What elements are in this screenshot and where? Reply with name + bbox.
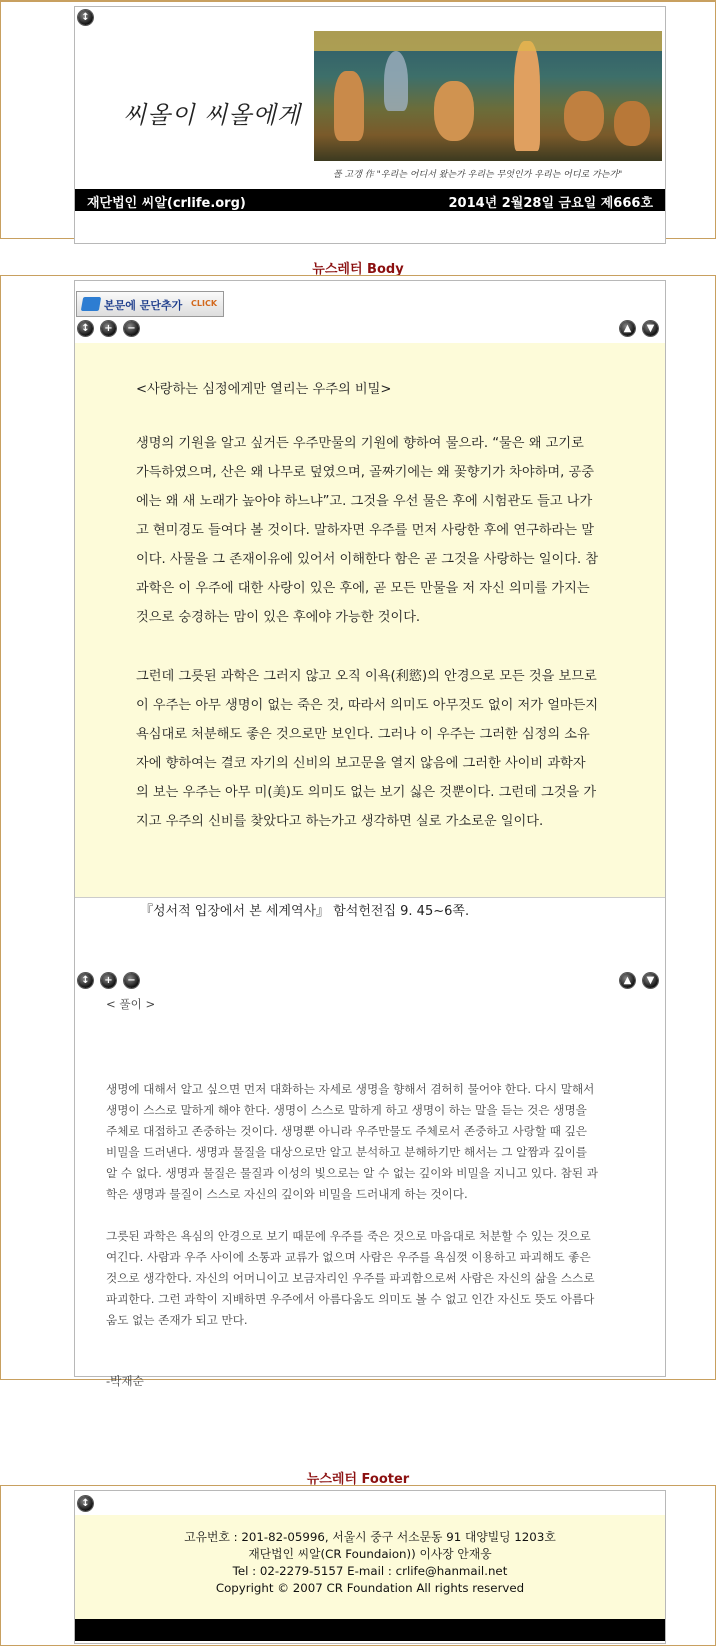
- painting-caption: 폴 고갱 作 "우리는 어디서 왔는가 우리는 무엇인가 우리는 어디로 가는가": [333, 170, 623, 180]
- quote-line: 에는 왜 새 노래가 높아야 하느냐”고. 그것을 우선 물은 후에 시험관도 들고 나가: [136, 494, 593, 509]
- author: -박재순: [106, 1374, 144, 1388]
- explain-line: 움도 없는 존재가 되고 만다.: [106, 1313, 248, 1327]
- block1-down-icon[interactable]: ▼: [643, 321, 658, 336]
- block2-move-icon[interactable]: ↕: [78, 973, 93, 988]
- org-name: 재단법인 씨알(crlife.org): [87, 196, 246, 211]
- explain-line: 여긴다. 사람과 우주 사이에 소통과 교류가 없으며 사람은 우주를 욕심껏 이용하고 파괴해도 좋은: [106, 1250, 591, 1264]
- logo-text: 씨올이 씨올에게: [123, 101, 301, 129]
- explain-title: < 풀이 >: [106, 997, 156, 1011]
- block1-move-icon[interactable]: ↕: [78, 321, 93, 336]
- explain-paragraph-2: [106, 1226, 640, 1331]
- block2-up-icon[interactable]: ▲: [620, 973, 635, 988]
- block1-up-icon[interactable]: ▲: [620, 321, 635, 336]
- quote-line: 그런데 그릇된 과학은 그러지 않고 오직 이욕(利慾)의 안경으로 모든 것을 보므로: [136, 669, 597, 684]
- header-panel: [74, 6, 666, 244]
- quote-line: 이다. 사물을 그 존재이유에 있어서 이해한다 함은 곧 그것을 사랑하는 일이다. 참: [136, 552, 599, 567]
- quote-line: 것으로 숭경하는 맘이 있은 후에야 가능한 것이다.: [136, 610, 421, 625]
- add-paragraph-button[interactable]: [76, 291, 224, 317]
- quote-paragraph-1: [136, 429, 606, 632]
- quote-source: 『성서적 입장에서 본 세계역사』 함석헌전집 9. 45~6쪽.: [140, 904, 470, 919]
- folder-icon: [81, 297, 101, 311]
- body-section-title: 뉴스레터 Body: [312, 262, 404, 277]
- quote-line: 과학은 이 우주에 대한 사랑이 있은 후에, 곧 모든 만물을 저 자신 의미를 가지는: [136, 581, 590, 596]
- quote-line: 이 우주는 아무 생명이 없는 죽은 것, 따라서 의미도 아무것도 없이 저가 얼마든지: [136, 698, 599, 713]
- issue-date: 2014년 2월28일 금요일 제666호: [448, 196, 653, 211]
- quote-line: 자에 향하여는 결코 자기의 신비의 보고문을 열지 않음에 그러한 사이비 과학자: [136, 756, 586, 771]
- quote-line: 의 보는 우주는 아무 미(美)도 의미도 없는 보기 싫은 것뿐이다. 그런데 그것을 가: [136, 785, 597, 800]
- block1-add-icon[interactable]: +: [101, 321, 116, 336]
- quote-line: 생명의 기원을 알고 싶거든 우주만물의 기원에 향하여 물으라. “물은 왜 고기로: [136, 436, 584, 451]
- quote-line: 욕심대로 처분해도 좋은 것으로만 보인다. 그러나 이 우주는 그러한 심정의 소유: [136, 727, 590, 742]
- footer-line: 고유번호 : 201-82-05996, 서울시 중구 서소문동 91 대양빌딩 1203호: [184, 1530, 556, 1544]
- footer-info-text: [75, 1529, 665, 1597]
- add-paragraph-label: 본문에 문단추가: [104, 299, 183, 312]
- footer-line: 재단법인 씨알(CR Foundaion)) 이사장 안재웅: [248, 1547, 492, 1561]
- quote-paragraph-2: [136, 662, 606, 836]
- quote-line: 지고 우주의 신비를 찾았다고 하는가고 생각하면 실로 가소로운 일이다.: [136, 814, 544, 829]
- explain-paragraph-1: [106, 1079, 640, 1205]
- footer-line: Copyright © 2007 CR Foundation All rights reserved: [215, 1581, 525, 1595]
- click-label: CLICK: [191, 299, 218, 308]
- footer-line: Tel : 02-2279-5157 E-mail : crlife@hanmail.net: [232, 1564, 508, 1578]
- explain-line: 파괴한다. 그런 과학이 지배하면 우주에서 아름다움도 의미도 볼 수 없고 인간 자신도 뜻도 아름다: [106, 1292, 595, 1306]
- explain-line: 주체로 대접하고 존중하는 것이다. 생명뿐 아니라 우주만물도 주체로서 존중하고 사랑할 때 깊은: [106, 1124, 588, 1138]
- footer-panel: [74, 1490, 666, 1644]
- quote-line: 고 현미경도 들여다 볼 것이다. 말하자면 우주를 먼저 사랑한 후에 연구하라는 말: [136, 523, 594, 538]
- quote-title: <사랑하는 심정에게만 열리는 우주의 비밀>: [136, 382, 392, 397]
- explain-line: 생명에 대해서 알고 싶으면 먼저 대화하는 자세로 생명을 향해서 겸허히 물어야 한다. 다시 말해서: [106, 1082, 595, 1096]
- explain-line: 그릇된 과학은 욕심의 안경으로 보기 때문에 우주를 죽은 것으로 마음대로 처분할 수 있는 것으로: [106, 1229, 591, 1243]
- block2-add-icon[interactable]: +: [101, 973, 116, 988]
- footer-black-bar: [75, 1619, 665, 1641]
- block2-down-icon[interactable]: ▼: [643, 973, 658, 988]
- explain-line: 비밀을 드러낸다. 생명과 물질을 대상으로만 알고 분석하고 분해하기만 해서는 그 알짬과 깊이를: [106, 1145, 588, 1159]
- explain-line: 알 수 없다. 생명과 물질은 물질과 이성의 빛으로는 알 수 없는 깊이와 비밀을 지니고 있다. 참된 과: [106, 1166, 598, 1180]
- quote-line: 가득하였으며, 산은 왜 나무로 덮였으며, 골짜기에는 왜 꽃향기가 차야하며, 공중: [136, 465, 594, 480]
- block2-remove-icon[interactable]: −: [124, 973, 139, 988]
- header-move-icon[interactable]: ↕: [78, 10, 93, 25]
- header-painting: [314, 31, 662, 161]
- header-info-bar: [75, 189, 665, 211]
- explain-line: 생명이 스스로 말하게 해야 한다. 생명이 스스로 말하게 하고 생명이 하는 말을 듣는 것은 생명을: [106, 1103, 587, 1117]
- footer-move-icon[interactable]: ↕: [78, 1496, 93, 1511]
- block1-remove-icon[interactable]: −: [124, 321, 139, 336]
- explain-line: 학은 생명과 물질이 스스로 자신의 깊이와 비밀을 드러내게 하는 것이다.: [106, 1187, 468, 1201]
- footer-section-title: 뉴스레터 Footer: [306, 1472, 410, 1487]
- explain-line: 것으로 생각한다. 자신의 어머니이고 보금자리인 우주를 파괴함으로써 사람은 자신의 삶을 스스로: [106, 1271, 595, 1285]
